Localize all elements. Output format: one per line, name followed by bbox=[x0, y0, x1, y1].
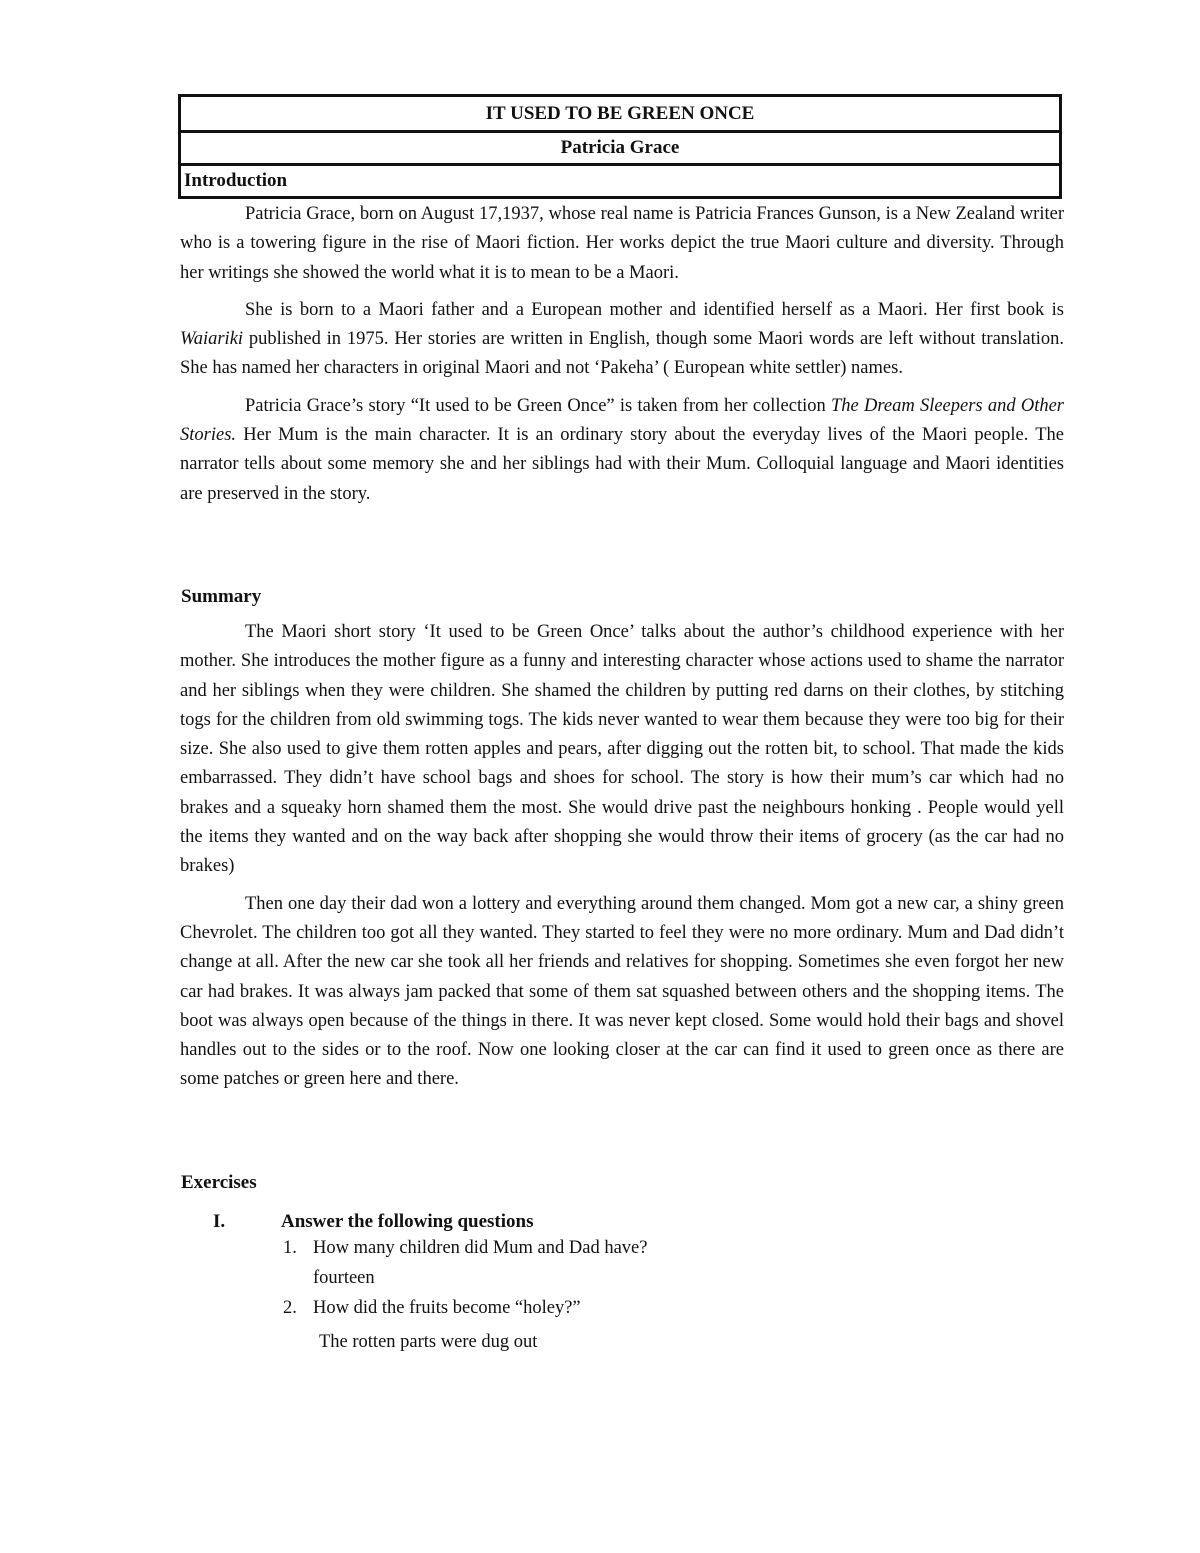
summary-section bbox=[180, 618, 1064, 1103]
question-1-number: 1. bbox=[283, 1238, 297, 1258]
question-1-text: How many children did Mum and Dad have? bbox=[313, 1238, 648, 1258]
exercise-section-title: Answer the following questions bbox=[281, 1211, 534, 1232]
summary-paragraph-1: The Maori short story ‘It used to be Green Once’ talks about the author’s childhood experience with her mother. She introduces the mother figure as a funny and interesting character whose actions used to shame the narrator and her siblings when they were children. She shamed the children by putting red darns on their clothes, by stitching togs for the children from old swimming togs. The kids never wanted to wear them because they were too big for their size. She also used to give them rotten apples and pears, after digging out the rotten bit, to school. That made the kids embarrassed. They didn’t have school bags and shoes for school. The story is how their mum’s car which had no brakes and a squeaky horn shamed them the most. She would drive past the neighbours honking . People would yell the items they wanted and on the way back after shopping she would throw their items of grocery (as the car had no brakes) bbox=[180, 622, 1064, 877]
title-table bbox=[178, 94, 1062, 199]
exercise-section-header bbox=[213, 1208, 813, 1236]
introduction-section bbox=[180, 200, 1064, 517]
question-1-answer: fourteen bbox=[313, 1268, 375, 1288]
question-2-number: 2. bbox=[283, 1298, 297, 1318]
section-heading-introduction: Introduction bbox=[181, 163, 1059, 196]
section-heading-summary: Summary bbox=[181, 586, 262, 607]
book-title-waiariki: Waiariki bbox=[180, 329, 244, 350]
document-title: IT USED TO BE GREEN ONCE bbox=[485, 102, 755, 124]
intro-paragraph-3: Patricia Grace’s story “It used to be Green Once” is taken from her collection The Dream Sleepers and Other Stories. Her Mum is the main character. It is an ordinary story about the everyday lives of the Maori people. The narrator tells about some memory she and her siblings had with their Mum. Colloquial language and Maori identities are preserved in the story. bbox=[180, 395, 1065, 504]
section-heading-exercises: Exercises bbox=[181, 1172, 257, 1193]
question-2-text: How did the fruits become “holey?” bbox=[313, 1298, 581, 1318]
intro-paragraph-1: Patricia Grace, born on August 17,1937, whose real name is Patricia Frances Gunson, is a New Zealand writer who is a towering figure in the rise of Maori fiction. Her works depict the true Maori culture and diversity. Through her writings she showed the world what it is to mean to be a Maori. bbox=[180, 204, 1064, 283]
exercise-section-number: I. bbox=[213, 1211, 226, 1232]
question-2-answer: The rotten parts were dug out bbox=[319, 1332, 538, 1352]
intro-paragraph-2: She is born to a Maori father and a European mother and identified herself as a Maori. Her first book is Waiariki published in 1975. Her stories are written in English, though some Maori words are left without translation. She has named her characters in original Maori and not ‘Pakeha’ ( European white settler) names. bbox=[180, 299, 1064, 379]
author-name: Patricia Grace bbox=[181, 130, 1059, 163]
collection-title: The Dream Sleepers and Other Stories. bbox=[180, 395, 1065, 446]
summary-paragraph-2: Then one day their dad won a lottery and everything around them changed. Mom got a new car, a shiny green Chevrolet. The children too got all they wanted. They started to feel they were no more ordinary. Mum and Dad didn’t change at all. After the new car she took all her friends and relatives for shopping. Sometimes she even forgot her new car had brakes. It was always jam packed that some of them sat squashed between others and the shopping items. The boot was always open because of the things in there. It was never kept closed. Some would hold their bags and shovel handles out to the sides or to the roof. Now one looking closer at the car can find it used to green once as there are some patches or green here and there. bbox=[180, 893, 1064, 1090]
